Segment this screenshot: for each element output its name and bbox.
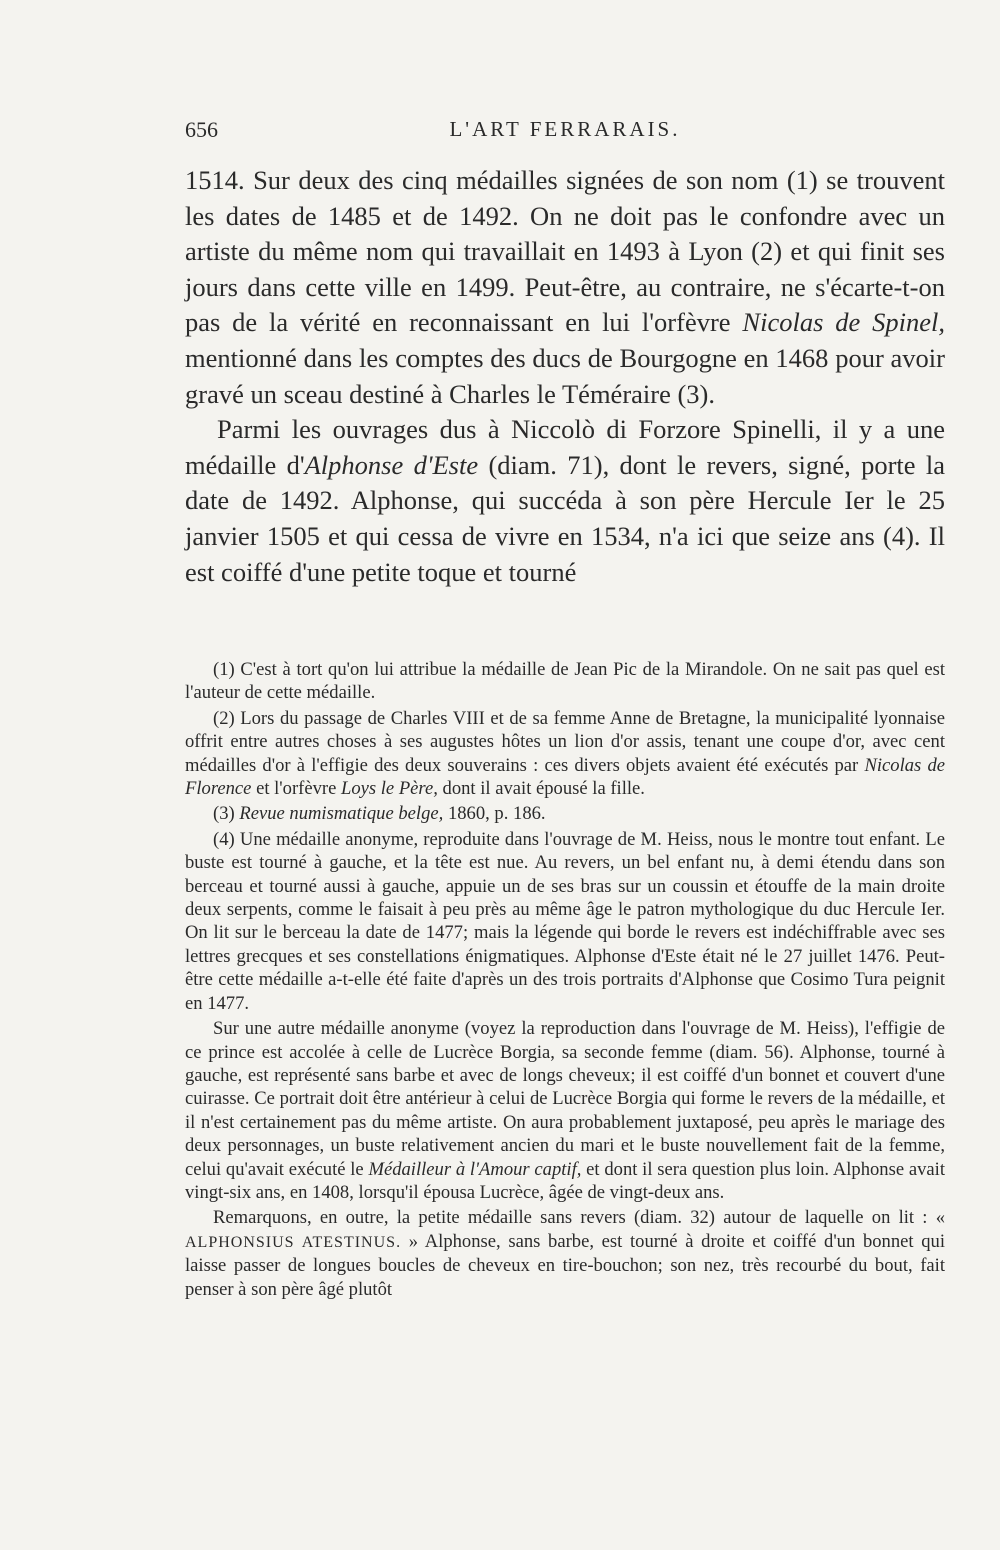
footnote-3 <box>185 802 945 825</box>
medal-inscription: ALPHONSIUS ATESTINUS. <box>185 1233 402 1251</box>
italic-title: Revue numismatique belge, <box>239 803 444 825</box>
text-run: (3) <box>213 803 240 825</box>
italic-name: Loys le Père, <box>340 778 438 800</box>
running-title: L'ART FERRARAIS. <box>449 117 681 141</box>
text-run: » Alphonse, sans barbe, est tourné à droite et coiffé d'un bonnet qui laisse passer de longues boucles de cheveux en tire-bouchon; son nez, très recourbé du bout, fait penser à son père âgé plutôt <box>185 1230 946 1300</box>
italic-name: Nicolas de Florence <box>185 754 946 800</box>
text-run: 1514. Sur deux des cinq médailles signées de son nom (1) se trouvent les dates de 1485 et de 1492. On ne doit pas le confondre avec un artiste du même nom qui travaillait en 1493 à Lyon (2) et qui finit ses jours dans cette ville en 1499. Peut-être, au contraire, ne s'écarte-t-on pas de la vérité en reconnaissant en lui l'orfèvre <box>185 165 945 338</box>
footnote-4-paragraph-2 <box>185 1017 945 1204</box>
footnote-2 <box>185 707 945 801</box>
text-run: 1860, p. 186. <box>443 803 546 825</box>
italic-name: Alphonse d'Este <box>304 449 479 480</box>
footnotes <box>185 658 945 1301</box>
text-run: (diam. 71), dont le revers, signé, porte la date de 1492. Alphonse, qui succéda à son père Hercule Ier le 25 janvier 1505 et qui cessa de vivre en 1534, n'a ici que seize ans (4). Il est coiffé d'une petite toque et tourné <box>185 449 945 587</box>
text-run: mentionné dans les comptes des ducs de Bourgogne en 1468 pour avoir gravé un sceau destiné à Charles le Téméraire (3). <box>185 342 945 409</box>
paragraph <box>185 412 945 590</box>
footnote-4: (4) Une médaille anonyme, reproduite dans l'ouvrage de M. Heiss, nous le montre tout enfant. Le buste est tourné à gauche, et la tête est nue. Au revers, un bel enfant nu, à demi étendu dans son berceau et tourné aussi à gauche, appuie un de ses bras sur un coussin et étouffe de la main droite deux serpents, comme le faisait à peu près au même âge le patron mythologique du duc Hercule Ier. On lit sur le berceau la date de 1477; mais la légende qui borde le revers est indéchiffrable avec ses lettres grecques et ses constellations énigmatiques. Alphonse d'Este était né le 27 juillet 1476. Peut-être cette médaille a-t-elle été faite d'après un des trois portraits d'Alphonse que Cosimo Tura peignit en 1477. <box>185 828 945 1014</box>
italic-title: Médailleur à l'Amour captif, <box>368 1158 582 1180</box>
italic-name: Nicolas de Spinel, <box>742 307 945 338</box>
text-run: (2) Lors du passage de Charles VIII et de sa femme Anne de Bretagne, la municipalité lyonnaise offrit entre autres choses à ses augustes hôtes un lion d'or assis, tenant une coupe d'or, avec cent médailles d'or à l'effigie des deux souverains : ces divers objets avaient été exécutés par <box>185 707 945 776</box>
page-number: 656 <box>185 117 218 142</box>
main-text <box>185 163 945 590</box>
footnote-1: (1) C'est à tort qu'on lui attribue la médaille de Jean Pic de la Mirandole. On ne sait pas quel est l'auteur de cette médaille. <box>185 659 945 704</box>
text-run: et l'orfèvre <box>251 778 341 800</box>
text-run: et dont il sera question plus loin. Alphonse avait vingt-six ans, en 1408, lorsqu'il épousa Lucrèce, âgée de vingt-deux ans. <box>185 1158 945 1203</box>
text-run: Sur une autre médaille anonyme (voyez la reproduction dans l'ouvrage de M. Heiss), l'effigie de ce prince est accolée à celle de Lucrèce Borgia, sa seconde femme (diam. 56). Alphonse, tourné à gauche, est représenté sans barbe et avec de longs cheveux; il est coiffé d'un bonnet et couvert d'une cuirasse. Ce portrait doit être antérieur à celui de Lucrèce Borgia qui forme le revers de la médaille, et il n'est certainement pas du même artiste. On aura probablement juxtaposé, peu après le mariage des deux personnages, un buste relativement ancien du mari et le buste nouvellement fait de la femme, celui qu'avait exécuté le <box>185 1018 945 1180</box>
text-run: dont il avait épousé la fille. <box>437 778 645 800</box>
footnote-4-paragraph-3 <box>185 1206 945 1301</box>
paragraph <box>185 163 945 412</box>
text-run: Parmi les ouvrages dus à Niccolò di Forzore Spinelli, il y a une médaille d' <box>185 414 945 480</box>
page-header <box>185 117 945 147</box>
text-run: Remarquons, en outre, la petite médaille sans revers (diam. 32) autour de laquelle on lit : « <box>213 1207 945 1229</box>
